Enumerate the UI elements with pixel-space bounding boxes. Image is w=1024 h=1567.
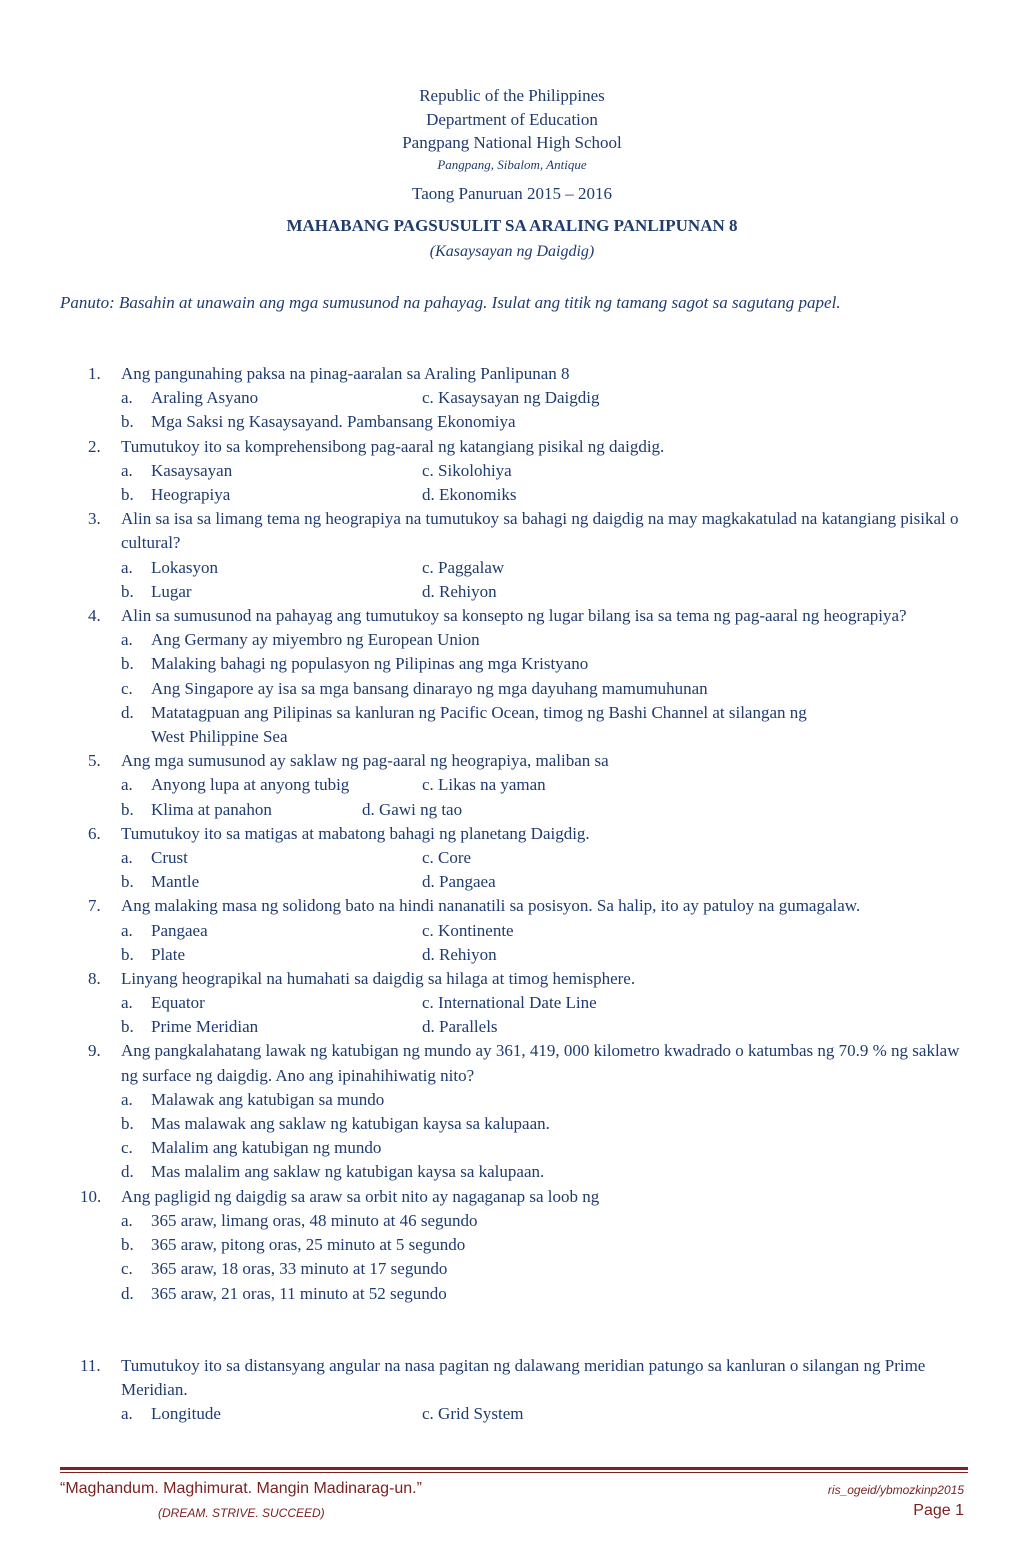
option-row	[0, 1402, 1024, 1426]
option	[0, 1257, 1024, 1281]
department-line: Department of Education	[426, 109, 598, 129]
option-row	[0, 773, 1024, 797]
option-text: d. Pangaea	[422, 872, 496, 892]
option-letter: c.	[121, 678, 133, 698]
question-text: Alin sa isa sa limang tema ng heograpiya na tumutukoy sa bahagi ng daigdig na may magkakatulad na katangiang pisikal o cultural?	[121, 509, 959, 553]
option	[0, 701, 841, 749]
option-text: c. International Date Line	[422, 993, 597, 1013]
option-text: d. Ekonomiks	[422, 484, 517, 504]
option-text: 365 araw, 21 oras, 11 minuto at 52 segundo	[151, 1283, 447, 1303]
option-text: d. Gawi ng tao	[362, 799, 463, 819]
option-text: Lugar	[151, 581, 192, 601]
option-text: Mas malawak ang saklaw ng katubigan kaysa sa kalupaan.	[151, 1114, 550, 1134]
exam-title: MAHABANG PAGSUSULIT SA ARALING PANLIPUNAN 8	[286, 215, 738, 235]
option-text: c. Grid System	[422, 1404, 524, 1424]
option	[0, 1160, 1024, 1184]
question-4	[0, 604, 961, 628]
question-text: Ang pangunahing paksa na pinag-aaralan sa Araling Panlipunan 8	[121, 364, 570, 383]
option-text: Ang Singapore ay isa sa mga bansang dinarayo ng mga dayuhang mamumuhunan	[151, 678, 708, 698]
option-text: Mga Saksi ng Kasaysayand. Pambansang Ekonomiya	[151, 412, 516, 432]
question-number: 2.	[88, 436, 101, 456]
option-row	[0, 386, 1024, 410]
option	[0, 1282, 1024, 1306]
option-text: Malaking bahagi ng populasyon ng Pilipinas ang mga Kristyano	[151, 654, 589, 674]
option	[0, 1233, 1024, 1257]
footer-motto-translation: (DREAM. STRIVE. SUCCEED)	[158, 1506, 325, 1520]
option	[0, 1136, 1024, 1160]
option-text: Heograpiya	[151, 484, 231, 504]
question-text: Tumutukoy ito sa matigas at mabatong bahagi ng planetang Daigdig.	[121, 823, 590, 843]
option-letter: b.	[121, 654, 134, 674]
document-header	[0, 84, 1024, 263]
question-number: 7.	[88, 896, 101, 916]
question-9	[0, 1039, 961, 1087]
option-letter: b.	[121, 581, 134, 601]
option-text: 365 araw, 18 oras, 33 minuto at 17 segundo	[151, 1259, 448, 1279]
option-text: 365 araw, pitong oras, 25 minuto at 5 segundo	[151, 1235, 466, 1255]
question-text: Alin sa sumusunod na pahayag ang tumutukoy sa konsepto ng lugar bilang isa sa tema ng pag-aaral ng heograpiya?	[121, 605, 907, 625]
country-line: Republic of the Philippines	[419, 86, 605, 105]
question-11	[0, 1354, 961, 1402]
option-letter: a.	[121, 630, 133, 650]
question-text: Ang pagligid ng daigdig sa araw sa orbit nito ay nagaganap sa loob ng	[121, 1186, 600, 1206]
option-text: Malawak ang katubigan sa mundo	[151, 1089, 385, 1109]
school-name: Pangpang National High School	[402, 133, 622, 152]
footer-code: ris_ogeid/ybmozkinp2015	[827, 1483, 964, 1497]
option-letter: b.	[121, 799, 134, 819]
question-number: 6.	[88, 823, 101, 843]
option-row	[0, 919, 1024, 943]
page-number: Page 1	[913, 1502, 964, 1519]
option-letter: b.	[121, 1114, 134, 1134]
option-row	[0, 991, 1024, 1015]
question-10	[0, 1185, 961, 1209]
option-letter: a.	[121, 847, 133, 867]
school-year: Taong Panuruan 2015 – 2016	[412, 183, 612, 203]
option-letter: a.	[121, 388, 133, 408]
question-2	[0, 435, 961, 459]
question-number: 5.	[88, 751, 101, 771]
option-text: c. Kontinente	[422, 920, 514, 940]
question-text: Ang malaking masa ng solidong bato na hindi nananatili sa posisyon. Sa halip, ito ay patuloy na gumagalaw.	[121, 896, 861, 916]
footer-divider-thin	[60, 1472, 968, 1473]
option-letter: a.	[121, 1089, 133, 1109]
option-letter: a.	[121, 1210, 133, 1230]
question-text: Ang pangkalahatang lawak ng katubigan ng mundo ay 361, 419, 000 kilometro kwadrado o katumbas ng 70.9 % ng saklaw ng surface ng daigdig. Ano ang ipinahihiwatig nito?	[121, 1041, 960, 1085]
option-letter: a.	[121, 557, 133, 577]
option-row	[0, 483, 1024, 507]
question-7	[0, 894, 961, 918]
option-row	[0, 580, 1024, 604]
question-number: 3.	[88, 509, 101, 529]
option-text: d. Rehiyon	[422, 581, 497, 601]
question-number: 10.	[80, 1186, 102, 1206]
option-letter: a.	[121, 1404, 133, 1424]
question-text: Tumutukoy ito sa distansyang angular na nasa pagitan ng dalawang meridian patungo sa kanluran o silangan ng Prime Meridian.	[121, 1355, 926, 1399]
option-letter: c.	[121, 1138, 133, 1158]
option-text: Klima at panahon	[151, 799, 272, 819]
option-letter: a.	[121, 993, 133, 1013]
option-text: Longitude	[151, 1404, 221, 1424]
question-number: 9.	[88, 1041, 101, 1061]
option-text: Prime Meridian	[151, 1017, 259, 1037]
option	[0, 628, 1024, 652]
option-row	[0, 556, 1024, 580]
option-text: c. Likas na yaman	[422, 775, 546, 795]
option-text: c. Kasaysayan ng Daigdig	[422, 388, 600, 408]
option-text: Lokasyon	[151, 557, 219, 577]
option-letter: d.	[121, 1162, 134, 1182]
question-6	[0, 822, 961, 846]
question-3	[0, 507, 961, 555]
option-text: c. Core	[422, 847, 472, 867]
option	[0, 677, 1024, 701]
option-row	[0, 798, 1024, 822]
option-row	[0, 943, 1024, 967]
option	[0, 1209, 1024, 1233]
option-letter: b.	[121, 412, 134, 432]
school-address: Pangpang, Sibalom, Antique	[437, 156, 587, 172]
option-text: Anyong lupa at anyong tubig	[151, 775, 350, 795]
option-letter: c.	[121, 1259, 133, 1279]
option	[0, 1088, 1024, 1112]
footer-motto: “Maghandum. Maghimurat. Mangin Madinarag-un.”	[60, 1480, 422, 1497]
option-text: Equator	[151, 993, 205, 1013]
option-text: 365 araw, limang oras, 48 minuto at 46 segundo	[151, 1210, 478, 1230]
option-letter: d.	[121, 702, 134, 722]
question-number: 4.	[88, 605, 101, 625]
option-letter: d.	[121, 1283, 134, 1303]
option-text: Araling Asyano	[151, 388, 259, 408]
footer-divider	[60, 1467, 968, 1470]
option-text: d. Rehiyon	[422, 944, 497, 964]
option-text: c. Paggalaw	[422, 557, 505, 577]
option-text: Mantle	[151, 872, 200, 892]
option-text: Malalim ang katubigan ng mundo	[151, 1138, 382, 1158]
option-letter: b.	[121, 944, 134, 964]
option-letter: a.	[121, 775, 133, 795]
option	[0, 652, 1024, 676]
option-text: Kasaysayan	[151, 460, 233, 480]
option-row	[0, 846, 1024, 870]
instructions: Panuto: Basahin at unawain ang mga sumusunod na pahayag. Isulat ang titik ng tamang sagot sa sagutang papel.	[60, 293, 841, 312]
question-8	[0, 967, 961, 991]
question-number: 1.	[88, 364, 101, 383]
option-letter: b.	[121, 484, 134, 504]
option-row	[0, 459, 1024, 483]
option-letter: b.	[121, 1017, 134, 1037]
option-row	[0, 1015, 1024, 1039]
question-number: 11.	[80, 1355, 101, 1375]
question-5	[0, 749, 961, 773]
question-text: Ang mga sumusunod ay saklaw ng pag-aaral ng heograpiya, maliban sa	[121, 751, 609, 771]
question-number: 8.	[88, 968, 101, 988]
option-text: Mas malalim ang saklaw ng katubigan kaysa sa kalupaan.	[151, 1162, 545, 1182]
option-text: Crust	[151, 847, 188, 867]
option-text: Pangaea	[151, 920, 208, 940]
option-row	[0, 410, 1024, 434]
option-text: Plate	[151, 944, 185, 964]
option-text: Ang Germany ay miyembro ng European Union	[151, 630, 480, 650]
question-list	[0, 362, 1024, 1426]
option-row	[0, 870, 1024, 894]
option-letter: b.	[121, 872, 134, 892]
question-text: Linyang heograpikal na humahati sa daigdig sa hilaga at timog hemisphere.	[121, 968, 636, 988]
option-letter: a.	[121, 920, 133, 940]
question-text: Tumutukoy ito sa komprehensibong pag-aaral ng katangiang pisikal ng daigdig.	[121, 436, 665, 456]
question-1	[0, 362, 961, 386]
option-letter: b.	[121, 1235, 134, 1255]
option-text: d. Parallels	[422, 1017, 498, 1037]
exam-subtitle: (Kasaysayan ng Daigdig)	[429, 242, 595, 260]
option	[0, 1112, 1024, 1136]
option-text: Matatagpuan ang Pilipinas sa kanluran ng Pacific Ocean, timog ng Bashi Channel at silangan ng West Philippine Sea	[151, 702, 807, 746]
option-text: c. Sikolohiya	[422, 460, 512, 480]
option-letter: a.	[121, 460, 133, 480]
